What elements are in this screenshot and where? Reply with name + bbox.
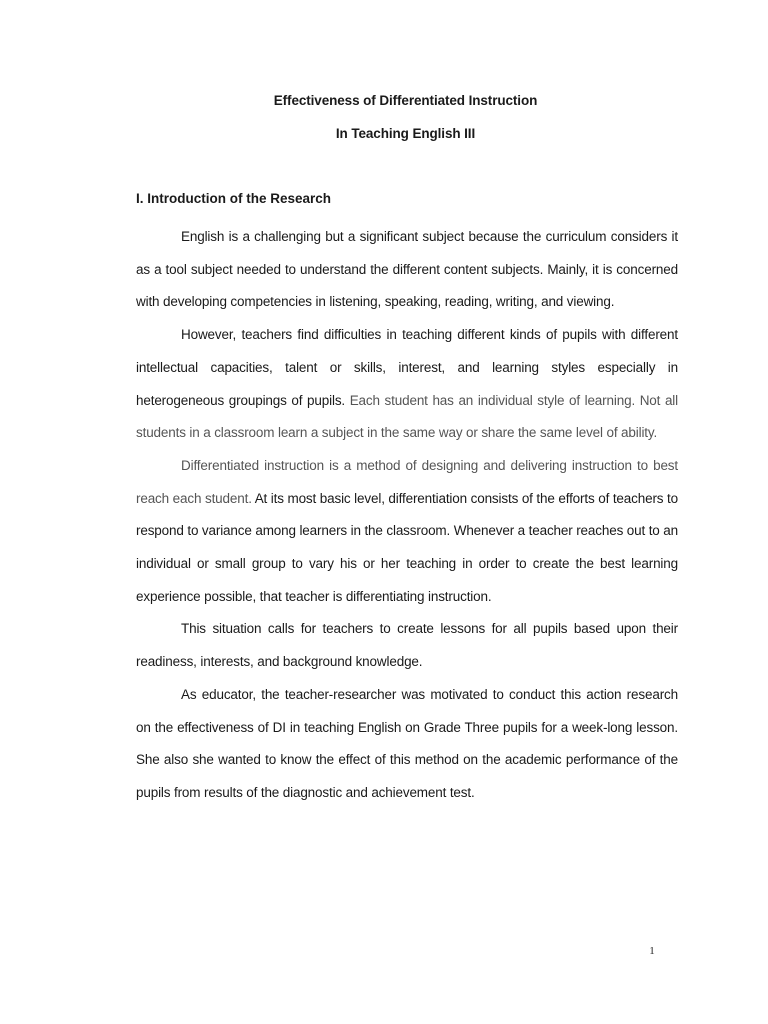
paragraph-3-quoted-text: Differentiated instruction is a method of designing and delivering instruction to best reach each student. bbox=[136, 457, 678, 506]
document-title-line-1: Effectiveness of Differentiated Instruction bbox=[273, 93, 538, 108]
document-body bbox=[136, 221, 678, 810]
paragraph-1-text: English is a challenging but a significant subject because the curriculum considers it as a tool subject needed to understand the different content subjects. Mainly, it is concerned with developing competencies in listening, speaking, reading, writing, and viewing. bbox=[136, 229, 678, 310]
page-number: 1 bbox=[649, 945, 655, 957]
paragraph-4 bbox=[136, 613, 678, 678]
document-title-line-2: In Teaching English III bbox=[335, 126, 476, 141]
paragraph-2-quoted-text: Each student has an individual style of learning. Not all students in a classroom learn a subject in the same way or share the same level of ability. bbox=[136, 392, 679, 441]
paragraph-4-text: This situation calls for teachers to create lessons for all pupils based upon their readiness, interests, and background knowledge. bbox=[136, 621, 678, 670]
paragraph-1 bbox=[136, 221, 678, 319]
section-heading: I. Introduction of the Research bbox=[136, 191, 332, 206]
paragraph-5 bbox=[136, 679, 678, 810]
paragraph-2 bbox=[136, 319, 678, 450]
paragraph-3 bbox=[136, 450, 678, 614]
paragraph-3-text-b: At its most basic level, differentiation consists of the efforts of teachers to respond to variance among learners in the classroom. Whenever a teacher reaches out to an individual or small group to vary his or her teaching in order to create the best learning experience possible, that teacher is differentiating instruction. bbox=[136, 490, 678, 604]
paragraph-2-text-a: However, teachers find difficulties in teaching different kinds of pupils with different intellectual capacities, talent or skills, interest, and learning styles especially in heterogeneous groupings of pupils. bbox=[136, 327, 678, 408]
paragraph-5-text: As educator, the teacher-researcher was motivated to conduct this action research on the effectiveness of DI in teaching English on Grade Three pupils for a week-long lesson. She also she wanted to know the effect of this method on the academic performance of the pupils from results of the diagnostic and achievement test. bbox=[136, 686, 678, 800]
